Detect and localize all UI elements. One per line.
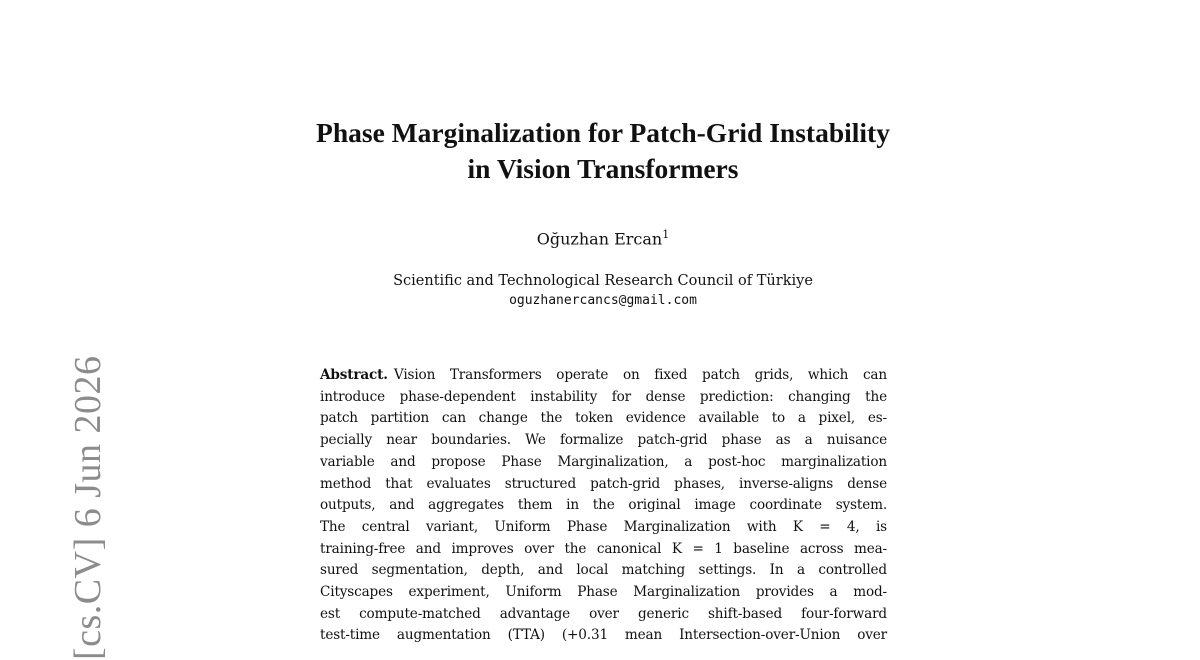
abstract-line-text: Vision Transformers operate on fixed patch grids, which can [393,367,887,383]
paper-title [200,115,1006,187]
abstract-line: est compute-matched advantage over generic shift-based four-forward [320,605,887,622]
abstract-line: introduce phase-dependent instability for dense prediction: changing the [320,388,887,405]
title-line-2: in Vision Transformers [467,153,739,184]
abstract-line: method that evaluates structured patch-grid phases, inverse-aligns dense [320,475,887,492]
abstract [320,365,887,647]
abstract-label: Abstract. [320,367,388,383]
author-email[interactable]: oguzhanercancs@gmail.com [509,293,697,308]
abstract-line: training-free and improves over the canonical K = 1 baseline across mea- [320,540,887,557]
arxiv-stamp [28,340,109,660]
abstract-line: sured segmentation, depth, and local matching settings. In a controlled [320,562,887,579]
abstract-line: variable and propose Phase Marginalization, a post-hoc marginalization [320,453,887,470]
arxiv-stamp-text: [cs.CV] 6 Jun 2026 [67,355,109,660]
author-name: Oğuzhan Ercan [536,229,663,249]
affiliation: Scientific and Technological Research Council of Türkiye [393,273,813,289]
abstract-line: Cityscapes experiment, Uniform Phase Marginalization provides a mod- [320,584,887,601]
abstract-line [320,365,887,387]
author-affiliation-marker: 1 [662,228,670,241]
author-line [400,228,806,248]
abstract-line: test-time augmentation (TTA) (+0.31 mean Intersection-over-Union over [320,627,887,644]
abstract-line: pecially near boundaries. We formalize patch-grid phase as a nuisance [320,432,887,449]
title-line-1: Phase Marginalization for Patch-Grid Instability [316,117,890,148]
abstract-line: The central variant, Uniform Phase Marginalization with K = 4, is [320,518,887,535]
abstract-line: outputs, and aggregates them in the original image coordinate system. [320,497,887,514]
abstract-line: patch partition can change the token evidence available to a pixel, es- [320,410,887,427]
